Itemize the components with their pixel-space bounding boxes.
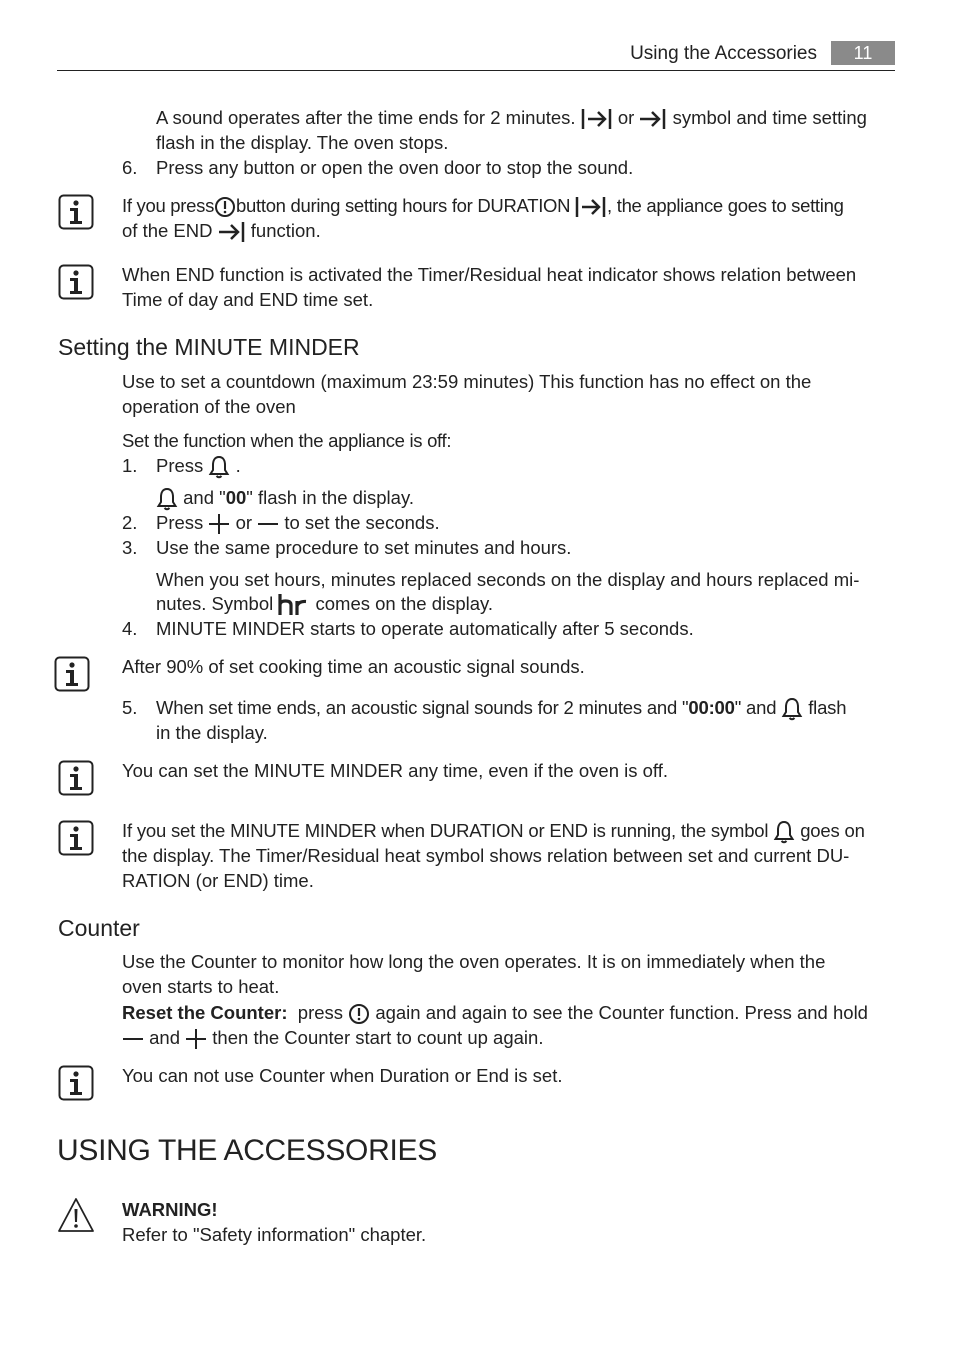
note-end-line1: When END function is activated the Timer/Residual heat indicator shows relation between bbox=[122, 264, 857, 285]
minus-icon bbox=[122, 1028, 144, 1050]
minute-minder-subheading: Set the function when the appliance is off: bbox=[122, 430, 452, 451]
bell-icon bbox=[773, 820, 795, 844]
info-icon bbox=[58, 1065, 94, 1101]
duration-arrow-icon bbox=[581, 108, 613, 130]
header-section-title: Using the Accessories bbox=[630, 43, 817, 64]
info-icon bbox=[54, 656, 90, 692]
minus-icon bbox=[257, 513, 279, 535]
clock-button-icon bbox=[348, 1003, 370, 1025]
note-duration-line2: of the END function. bbox=[122, 218, 321, 243]
info-icon bbox=[58, 194, 94, 230]
step-number: 4. bbox=[122, 618, 138, 639]
step3-sub-line1: When you set hours, minutes replaced seconds on the display and hours replaced mi- bbox=[156, 569, 860, 590]
note-acoustic-signal: After 90% of set cooking time an acoustic signal sounds. bbox=[122, 656, 585, 677]
step5-line2: in the display. bbox=[156, 722, 268, 743]
end-arrow-icon bbox=[639, 108, 667, 130]
accessories-heading: USING THE ACCESSORIES bbox=[57, 1134, 437, 1167]
step-number: 2. bbox=[122, 512, 138, 533]
note-running-line3: RATION (or END) time. bbox=[122, 870, 314, 891]
sound-paragraph-line2: flash in the display. The oven stops. bbox=[156, 132, 449, 153]
step-number: 5. bbox=[122, 697, 138, 718]
counter-heading: Counter bbox=[58, 915, 140, 941]
minute-minder-intro-line2: operation of the oven bbox=[122, 396, 296, 417]
clock-button-icon bbox=[214, 196, 236, 218]
warning-icon bbox=[57, 1197, 95, 1233]
hr-symbol-icon bbox=[278, 594, 310, 616]
page-number: 11 bbox=[831, 41, 895, 65]
step1-text: Press . bbox=[156, 453, 241, 479]
step-number: 1. bbox=[122, 455, 138, 476]
note-counter-restriction: You can not use Counter when Duration or End is set. bbox=[122, 1065, 563, 1086]
minute-minder-intro-line1: Use to set a countdown (maximum 23:59 minutes) This function has no effect on the bbox=[122, 371, 812, 392]
duration-arrow-icon bbox=[575, 196, 607, 218]
minute-minder-heading: Setting the MINUTE MINDER bbox=[58, 334, 360, 360]
step1-sub-text: and "00" flash in the display. bbox=[156, 485, 414, 511]
note-running-line1: If you set the MINUTE MINDER when DURATION or END is running, the symbol goes on bbox=[122, 818, 865, 844]
warning-title: WARNING! bbox=[122, 1199, 218, 1220]
info-icon bbox=[58, 760, 94, 796]
step4-text: MINUTE MINDER starts to operate automatically after 5 seconds. bbox=[156, 618, 694, 639]
step-number: 3. bbox=[122, 537, 138, 558]
counter-reset-line2: and then the Counter start to count up again. bbox=[122, 1025, 543, 1050]
step3-text: Use the same procedure to set minutes and hours. bbox=[156, 537, 572, 558]
warning-text: Refer to "Safety information" chapter. bbox=[122, 1224, 427, 1245]
bell-icon bbox=[781, 697, 803, 721]
bell-icon bbox=[208, 455, 230, 479]
step3-sub-line2: nutes. Symbol comes on the display. bbox=[156, 591, 493, 616]
info-icon bbox=[58, 264, 94, 300]
counter-intro-line2: oven starts to heat. bbox=[122, 976, 280, 997]
end-arrow-icon bbox=[218, 221, 246, 243]
counter-reset-line1: Reset the Counter: press again and again to see the Counter function. Press and hold bbox=[122, 1000, 868, 1025]
bell-icon bbox=[156, 487, 178, 511]
step2-text: Press or to set the seconds. bbox=[156, 510, 440, 535]
step-number: 6. bbox=[122, 157, 138, 178]
step5-line1: When set time ends, an acoustic signal sounds for 2 minutes and "00:00" and flash bbox=[156, 695, 846, 721]
plus-icon bbox=[185, 1028, 207, 1050]
counter-intro-line1: Use the Counter to monitor how long the oven operates. It is on immediately when the bbox=[122, 951, 826, 972]
info-icon bbox=[58, 820, 94, 856]
note-any-time: You can set the MINUTE MINDER any time, even if the oven is off. bbox=[122, 760, 668, 781]
sound-paragraph-line1: A sound operates after the time ends for 2 minutes. or symbol and time setting bbox=[156, 105, 867, 130]
step6-text: Press any button or open the oven door to stop the sound. bbox=[156, 157, 634, 178]
note-running-line2: the display. The Timer/Residual heat symbol shows relation between set and current DU- bbox=[122, 845, 850, 866]
note-duration-line1: If you press button during setting hours for DURATION , the appliance goes to setting bbox=[122, 193, 844, 218]
plus-icon bbox=[208, 513, 230, 535]
header-divider bbox=[57, 70, 895, 71]
note-end-line2: Time of day and END time set. bbox=[122, 289, 374, 310]
